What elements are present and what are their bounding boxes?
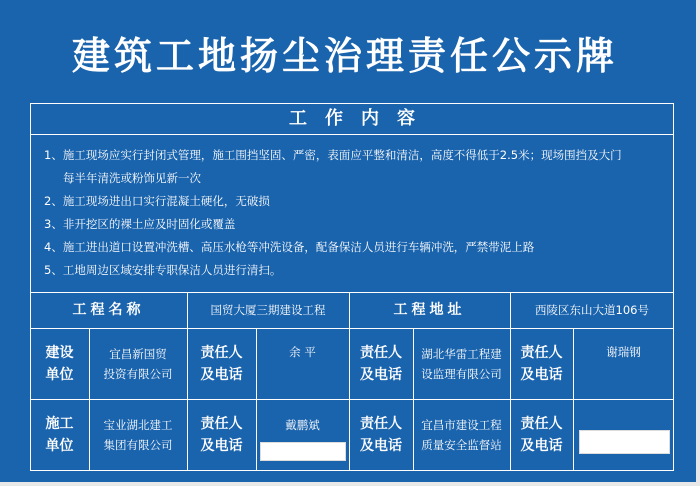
work-item xyxy=(44,190,669,213)
project-name-value: 国贸大厦三期建设工程 xyxy=(210,303,326,317)
contractor-unit-label: 施工 单位 xyxy=(45,416,74,454)
work-items xyxy=(44,144,669,282)
responsible-person-value: 谢瑞钢 xyxy=(606,345,641,359)
responsible-person-label: 责任人 及电话 xyxy=(200,344,243,383)
contractor-unit-value: 宝业湖北建工 集团有限公司 xyxy=(103,418,173,452)
responsible-person-value: 戴鹏斌 xyxy=(285,418,320,432)
project-address-label: 工程地址 xyxy=(393,302,466,318)
work-item xyxy=(44,236,669,259)
work-item xyxy=(44,259,669,282)
work-item-text: 5、工地周边区域安排专职保洁人员进行清扫。 xyxy=(44,263,282,277)
work-item-text: 2、施工现场进出口实行混凝土硬化，无破损 xyxy=(44,194,270,208)
supervisor-unit-value: 湖北华雷工程建 设监理有限公司 xyxy=(421,346,502,381)
work-item-text: 1、施工现场应实行封闭式管理，施工围挡坚固、严密，表面应平整和清洁，高度不得低于2.5米；现场围挡及大门 xyxy=(44,148,622,162)
work-item-text-cont: 每半年清洗或粉饰见新一次 xyxy=(63,171,201,185)
project-address-value: 西陵区东山大道106号 xyxy=(535,303,649,317)
responsible-person-label: 责任人 及电话 xyxy=(520,344,563,383)
work-item xyxy=(44,213,669,236)
developer-unit-value: 宜昌新国贸 投资有限公司 xyxy=(103,346,173,381)
responsible-person-value: 余 平 xyxy=(289,345,316,359)
responsible-person-label: 责任人 及电话 xyxy=(200,416,243,454)
responsible-person-label: 责任人 及电话 xyxy=(360,344,402,383)
board-title: 建筑工地扬尘治理责任公示牌 xyxy=(71,34,618,78)
quality-station-value: 宜昌市建设工程 质量安全监督站 xyxy=(421,418,502,452)
project-name-label: 工程名称 xyxy=(72,302,145,318)
redacted-phone xyxy=(260,442,346,461)
work-item-text: 4、施工进出道口设置冲洗槽、高压水枪等冲洗设备，配备保洁人员进行车辆冲洗，严禁带泥上路 xyxy=(44,240,535,254)
developer-unit-label: 建设 单位 xyxy=(45,344,74,383)
responsible-person-label: 责任人 及电话 xyxy=(520,416,563,454)
work-item xyxy=(44,144,669,190)
divider xyxy=(30,134,674,135)
redacted-person xyxy=(579,430,670,454)
work-heading: 工作内容 xyxy=(289,108,433,129)
responsible-person-label: 责任人 及电话 xyxy=(360,416,402,454)
work-item-text: 3、非开挖区的裸土应及时固化或覆盖 xyxy=(44,217,236,231)
